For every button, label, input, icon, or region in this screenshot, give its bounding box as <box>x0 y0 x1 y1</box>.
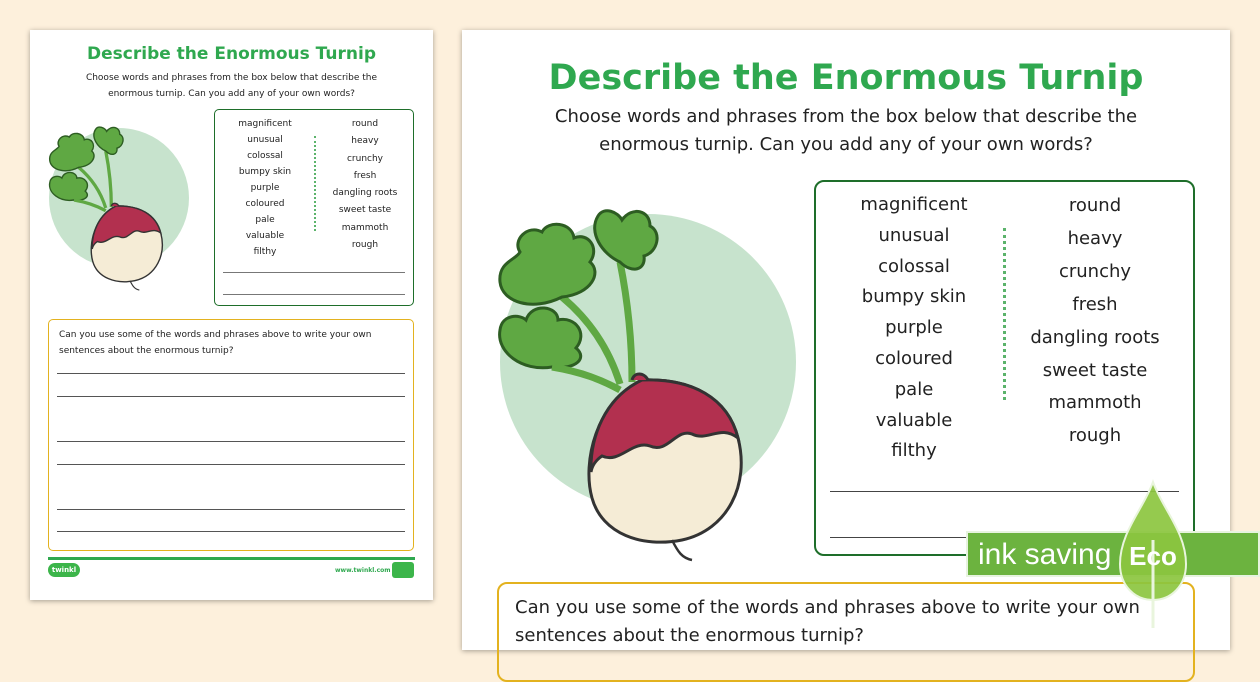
word-item: valuable <box>245 231 285 241</box>
word-item: coloured <box>245 199 285 209</box>
word-item: coloured <box>875 347 953 369</box>
word-item: rough <box>1068 425 1122 447</box>
worksheet-instructions <box>502 103 1190 159</box>
word-item: rough <box>351 240 379 251</box>
writing-line <box>57 396 405 397</box>
word-item: heavy <box>1067 227 1123 249</box>
word-item: dangling roots <box>332 188 398 199</box>
writing-line <box>57 509 405 510</box>
word-item: magnificent <box>860 194 968 215</box>
word-item: sweet taste <box>1042 359 1148 381</box>
word-item: dangling roots <box>1030 326 1160 348</box>
word-item: pale <box>255 215 275 225</box>
writing-line <box>223 294 405 295</box>
writing-line <box>57 531 405 532</box>
word-item: colossal <box>878 255 950 277</box>
question-line: sentences about the enormous turnip? <box>515 625 864 646</box>
word-item: round <box>351 119 379 129</box>
word-item: unusual <box>247 135 283 145</box>
instructions-line: Choose words and phrases from the box below that describe the <box>85 73 378 83</box>
word-item: colossal <box>247 151 283 161</box>
ink-saving-label: ink saving <box>978 538 1112 571</box>
word-item: heavy <box>351 136 379 147</box>
word-item: round <box>1068 195 1122 216</box>
writing-line <box>223 272 405 273</box>
writing-line <box>57 441 405 442</box>
word-item: filthy <box>253 247 277 257</box>
twinkl-logo: twinkl <box>48 563 80 577</box>
question-box <box>48 319 414 551</box>
word-item: fresh <box>353 170 377 181</box>
word-item: valuable <box>875 409 953 431</box>
instructions-line: enormous turnip. Can you add any of your own words? <box>599 134 1093 155</box>
writing-line <box>57 373 405 374</box>
footer-strip <box>48 557 415 560</box>
worksheet-thumbnail <box>30 30 433 600</box>
eco-label: Eco <box>1129 541 1177 571</box>
question-text <box>59 327 399 359</box>
word-item: crunchy <box>1058 260 1132 282</box>
worksheet-title: Describe the Enormous Turnip <box>548 58 1144 98</box>
eco-banner <box>966 480 1260 630</box>
word-item: purple <box>250 183 280 193</box>
footer-site: www.twinkl.com <box>335 567 391 574</box>
word-item: bumpy skin <box>238 167 292 177</box>
turnip-illustration <box>492 202 792 562</box>
worksheet-instructions <box>60 70 403 102</box>
word-box <box>214 109 414 306</box>
word-item: magnificent <box>238 119 292 129</box>
word-item: unusual <box>878 224 950 246</box>
word-item: crunchy <box>346 153 384 164</box>
question-line: Can you use some of the words and phrases above to write your own <box>515 597 1140 618</box>
word-item: bumpy skin <box>861 286 967 308</box>
word-column-left <box>816 190 1012 467</box>
question-line: sentences about the enormous turnip? <box>59 346 234 356</box>
word-item: fresh <box>1072 293 1118 315</box>
word-column-right <box>1002 190 1188 453</box>
worksheet-title: Describe the Enormous Turnip <box>87 44 376 64</box>
instructions-line: Choose words and phrases from the box below that describe the <box>554 106 1138 127</box>
instructions-line: enormous turnip. Can you add any of your own words? <box>108 89 355 99</box>
word-item: purple <box>885 317 943 339</box>
quality-badge-icon <box>392 562 414 578</box>
word-item: filthy <box>891 440 937 462</box>
word-item: pale <box>894 378 934 400</box>
word-column-right <box>315 116 415 254</box>
turnip-illustration <box>46 122 186 292</box>
word-item: mammoth <box>341 222 389 233</box>
question-line: Can you use some of the words and phrases above to write your own <box>59 330 372 340</box>
writing-line <box>57 464 405 465</box>
word-item: mammoth <box>1048 392 1142 414</box>
word-item: sweet taste <box>338 205 392 216</box>
word-column-left <box>215 116 315 260</box>
